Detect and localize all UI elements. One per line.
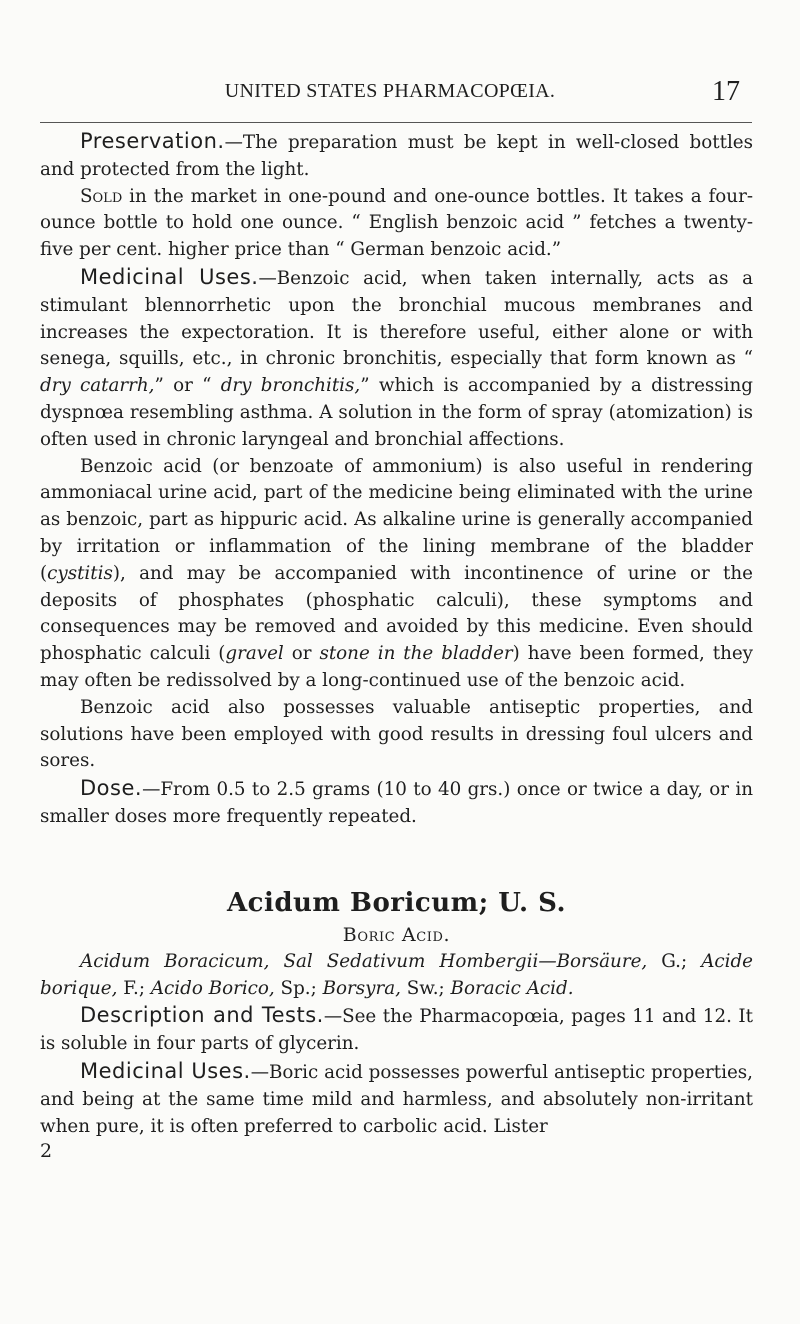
antiseptic-text: Benzoic acid also possesses valuable antiseptic properties, and solutions have been employed with good results in dressing foul ulcers and sores. bbox=[40, 696, 753, 772]
antiseptic-paragraph bbox=[40, 695, 753, 775]
preservation-heading: Preservation. bbox=[80, 129, 225, 153]
benzoate-text-a: Benzoic acid (or benzoate of ammonium) is also useful in rendering ammoniacal urine acid, part of the medicine being eliminated with the urine as benzoic, part as hippuric acid. As alkaline urine is generally accompanied by irritation or inflammation of the lining membrane of the bladder ( bbox=[40, 455, 753, 584]
medicinal-uses-text-b: ” or “ bbox=[154, 375, 221, 397]
description-text: —See the Pharmacopœia, pages 11 and 12. It is soluble in four parts of glycerin. bbox=[40, 1006, 753, 1055]
lang-french: F.; bbox=[117, 977, 151, 999]
lang-german: G.; bbox=[647, 950, 702, 972]
preservation-text: —The preparation must be kept in well-closed bottles and protected from the light. bbox=[40, 132, 753, 180]
synonym-spanish: Acido Borico, bbox=[150, 977, 275, 999]
benzoate-paragraph bbox=[40, 454, 753, 695]
synonym-swedish: Borsyra, bbox=[322, 977, 401, 999]
description-paragraph bbox=[40, 1002, 753, 1058]
lang-swedish: Sw.; bbox=[400, 977, 451, 999]
synonym-latin: Acidum Boracicum, Sal Sedativum Hombergii—Borsäure, bbox=[80, 950, 648, 972]
header-rule bbox=[40, 122, 752, 123]
cystitis-term: cystitis bbox=[47, 562, 113, 584]
dry-bronchitis-term: dry bronchitis, bbox=[220, 375, 361, 397]
sold-lead: Sold bbox=[80, 185, 123, 207]
synonym-english: Boracic Acid. bbox=[450, 977, 574, 999]
page-body bbox=[40, 128, 753, 1162]
dose-text: —From 0.5 to 2.5 grams (10 to 40 grs.) once or twice a day, or in smaller doses more frequently repeated. bbox=[40, 779, 753, 827]
benzoate-text-b: ), and may be accompanied with incontinence of urine or the deposits of phosphates (phosphatic calculi), these symptoms and consequences may be removed and avoided by this medicine. Even should phosphatic calculi ( bbox=[40, 562, 753, 665]
dose-paragraph bbox=[40, 775, 753, 831]
lang-spanish: Sp.; bbox=[274, 977, 323, 999]
boric-medicinal-uses-text: —Boric acid possesses powerful antiseptic properties, and being at the same time mild and harmless, and absolutely non-irritant when pure, it is often preferred to carbolic acid. Lister bbox=[40, 1061, 753, 1137]
dose-heading: Dose. bbox=[80, 776, 143, 801]
bladder-stone-term: stone in the bladder bbox=[319, 643, 513, 665]
running-head bbox=[40, 76, 740, 112]
synonyms-paragraph bbox=[40, 949, 753, 1003]
medicinal-uses-heading: Medicinal Uses. bbox=[80, 264, 259, 289]
benzoate-text-c: or bbox=[283, 643, 320, 665]
benzoate-text-d: ) have been formed, they may often be redissolved by a long-continued use of the benzoic acid. bbox=[40, 643, 753, 691]
signature-mark: 2 bbox=[40, 1140, 53, 1163]
sold-text: in the market in one-pound and one-ounce bottles. It takes a four-ounce bottle to hold one ounce. “ English benzoic acid ” fetches a twenty-five per cent. higher price than “ German benzoic acid.” bbox=[40, 185, 753, 261]
page-number: 17 bbox=[712, 76, 740, 107]
medicinal-uses-text-c: ” which is accompanied by a distressing dyspnœa resembling asthma. A solution in the form of spray (atomization) is often used in chronic laryngeal and bronchial affections. bbox=[40, 375, 753, 450]
boric-acid-subtitle: Boric Acid. bbox=[342, 923, 451, 946]
preservation-paragraph bbox=[40, 128, 753, 184]
running-head-title: UNITED STATES PHARMACOPŒIA. bbox=[224, 80, 556, 102]
medicinal-uses-paragraph bbox=[40, 264, 753, 454]
boric-medicinal-uses-heading: Medicinal Uses. bbox=[80, 1058, 251, 1083]
medicinal-uses-text-a: —Benzoic acid, when taken internally, acts as a stimulant blennorrhetic upon the bronchial mucous membranes and increases the expectoration. It is therefore useful, either alone or with senega, squills, etc., in chronic bronchitis, especially that form known as “ bbox=[40, 267, 753, 370]
boric-acid-title: Acidum Boricum; U. S. bbox=[226, 887, 567, 918]
sold-paragraph bbox=[40, 184, 753, 264]
dry-catarrh-term: dry catarrh, bbox=[40, 375, 155, 397]
gravel-term: gravel bbox=[225, 643, 284, 665]
boric-medicinal-uses-paragraph bbox=[40, 1058, 753, 1140]
description-heading: Description and Tests. bbox=[80, 1003, 324, 1028]
synonym-french: Acide borique, bbox=[40, 950, 753, 999]
